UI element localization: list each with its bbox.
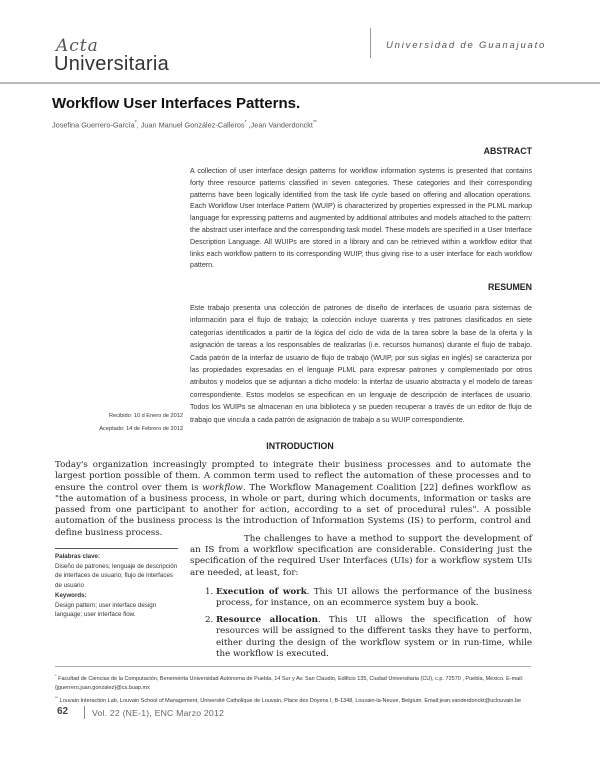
header-university: Universidad de Guanajuato <box>386 40 547 51</box>
received-date: Recibido: 10 d Enero de 2012 <box>108 413 183 419</box>
list-item: 2. Resource allocation. This UI allows the specification of how resources will be assigned to the different tasks they have to perform, either during the design of the workflow system or in run-time, while the workflow is executed. <box>216 615 532 660</box>
keywords-es-text: Diseño de patrones; lenguaje de descripción de interfaces de usuario; flujo de interfaces de usuario <box>55 562 178 590</box>
introduction-heading: INTRODUCTION <box>266 441 334 451</box>
author-name: Josefina Guerrero-García <box>52 120 135 130</box>
accepted-date: Aceptado: 14 de Febrero de 2012 <box>99 426 183 432</box>
keywords-box <box>55 548 178 620</box>
introduction-paragraph: Today's organization increasingly prompted to integrate their business processes and to automate the largest portion possible of them. A common term used to reflect the automation of these processes and to ensure the control over them is workflow. The Workflow Management Coalition [22] defines workflow as "the automation of a business process, in whole or part, during which documents, information or tasks are passed from one participant to another for action, according to a set of procedural rules". A possible automation of the business process is the introduction of Information Systems (IS) to perform, control and define business process. <box>55 460 532 538</box>
footnote: * Facultad de Ciencias de la Computación, Benemérita Universidad Autónoma de Puebla, 14 Sur y Av. San Claudio, Edificio 135, Ciudad Universitaria (CU), c.p. 72570 , Puebla, Mexico. E-mail: {jguerrero,juan.gonzalez}@cs.buap.mx <box>55 673 524 691</box>
page-number: 62 <box>57 706 69 717</box>
footer-divider <box>84 706 85 719</box>
keywords-en-heading: Keywords: <box>55 591 87 599</box>
author-name: Juan Manuel González-Calleros <box>140 120 245 130</box>
footnote: ** Louvain Interaction Lab, Louvain School of Management, Université Catholique de Louvain, Place des Doyens I, B-1348, Louvain-la-Neuve, Belgium. Email:jean.vanderdonckt@uclouvain.be <box>55 694 522 704</box>
keywords-en-text: Design pattern; user interface design language; user interface flow. <box>55 601 157 619</box>
keywords-es-heading: Palabras clave: <box>55 553 101 560</box>
abstract-text: A collection of user interface design patterns for workflow information systems is presented that contains forty three resource patterns classified in seven categories. These categories and their corresponding patterns have been logically identified from the task life cycle based on offering and allocation operations. Each Workflow User Interface Pattern (WUIP) is characterized by properties expressed in the PLML markup language for expressing patterns and augmented by additional attributes and models attached to the pattern: the abstract user interface and the corresponding task model. These models are specified in a User Interface Description Language. All WUIPs are stored in a library and can be retrieved within a workflow editor that links each workflow pattern to its corresponding WUIP, thus giving rise to a user interface for each workflow pattern. <box>190 167 532 270</box>
footnotes <box>55 671 531 706</box>
journal-logo: Universitaria <box>54 53 170 75</box>
resumen-heading: RESUMEN <box>488 282 532 292</box>
resumen-text: Este trabajo presenta una colección de patrones de diseño de interfaces de usuario para sistemas de información para el flujo de trabajo; la colección incluye cuarenta y tres patrones clasificados en siete categorías identificados a partir de la lógica del ciclo de vida de la tarea sobre la base de la oferta y la asignación de tareas a los responsables de realizarlas (i.e. recursos humanos) durante el flujo de trabajo. Cada patrón de la interfaz de usuario de flujo de trabajo (WUIP, por sus siglas en inglés) se caracteriza por las propiedades expresadas en el lenguaje PLML para expresar patrones y complementado por otros atributos y modelos que se adjuntan a dicho modelo: la interfaz de usuario abstracta y el modelo de tareas correspondiente. Estos modelos se especifican en un lenguaje de descripción de interfaces de usuario. Todos los WUIPs se almacenan en una biblioteca y se pueden recuperar a través de un editor de flujo de trabajo que vincula a cada patrón de asignación de trabajo a su WUIP correspondiente. <box>190 304 532 424</box>
list-item: 1. Execution of work. This UI allows the performance of the business process, for instance, on an ecommerce system buy a book. <box>216 587 532 609</box>
article-title: Workflow User Interfaces Patterns. <box>52 95 301 112</box>
header-rule <box>0 82 600 84</box>
author-name: Jean Vanderdonckt <box>250 120 313 130</box>
challenges-paragraph: The challenges to have a method to support the development of an IS from a workflow specification are considerable. Considering just the specification of the required User Interfaces (UIs) for a workflow system UIs are needed, at least, for: <box>190 534 532 578</box>
ui-needs-list <box>190 587 532 660</box>
article-dates <box>58 410 183 436</box>
footnote-rule <box>55 666 531 667</box>
body-column <box>190 534 532 666</box>
journal-logo-script: Acta <box>56 36 99 56</box>
abstract-heading: ABSTRACT <box>483 146 532 156</box>
header-divider <box>370 28 371 58</box>
journal-citation: Vol. 22 (NE-1), ENC Marzo 2012 <box>92 708 225 718</box>
author-list: Josefina Guerrero-García*, Juan Manuel González-Calleros* ,Jean Vanderdonckt** <box>52 120 317 130</box>
